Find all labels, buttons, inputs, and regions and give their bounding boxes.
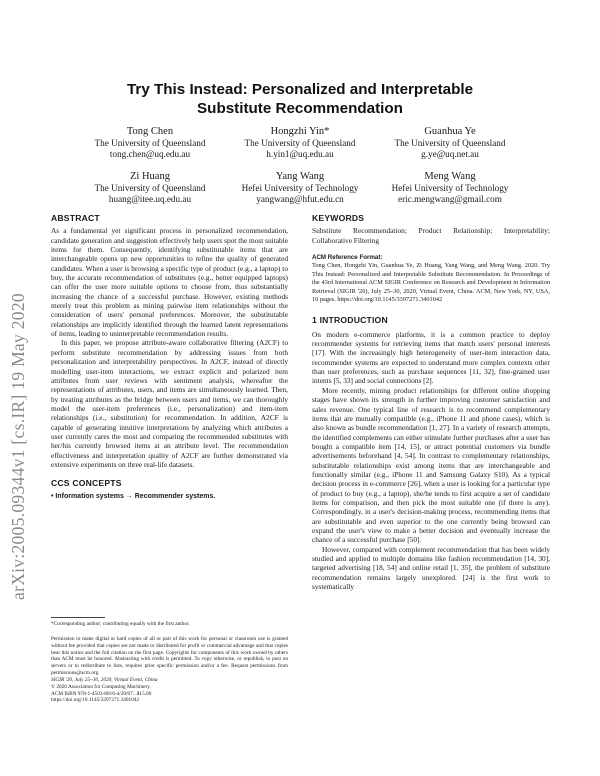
venue-line: SIGIR '20, July 25–30, 2020, Virtual Event, China (51, 676, 158, 683)
paper-title (60, 80, 540, 118)
author-name: Yang Wang (275, 171, 325, 182)
footnote-divider (51, 617, 105, 618)
author-affiliation: Hefei University of Technology (241, 183, 359, 193)
footnote-area (51, 621, 288, 704)
author-name: Hongzhi Yin* (270, 126, 330, 137)
author-name: Zi Huang (130, 171, 170, 182)
introduction-heading: 1 INTRODUCTION (312, 315, 388, 326)
author-affiliation: The University of Queensland (94, 183, 206, 193)
title-line-2: Substitute Recommendation (197, 100, 403, 117)
corresponding-author-note: *Corresponding author; contributing equally with the first author. (51, 621, 190, 627)
author-email: huang@itee.uq.edu.au (108, 194, 192, 205)
author-email: tong.chen@uq.edu.au (109, 149, 191, 160)
intro-paragraph-1: On modern e-commerce platforms, it is a common practice to deploy recommender systems for retrieving items that match users' personal interests [17]. With the increasingly high heterogeneity of user-item interaction data, recommender systems are expected to understand more complex contexts other than user preferences, such as purchase sequences [11, 32], fine-grained user intents [5, 33] and social connections [2]. (312, 329, 550, 386)
right-column (312, 214, 550, 591)
author-block (360, 170, 540, 206)
abstract-heading: ABSTRACT (51, 213, 100, 223)
intro-paragraph-2: More recently, mining product relationships for different online shopping stages have shown its strength in further improving customer satisfaction and sales revenue. One typical line of research is to recommend complementary items that are mutually compatible (e.g., iPhone 11 and phone cases), which is also known as bundle recommendation [1, 27]. In a variety of research attempts, the identified complements can either stimulate further purchases after a user has bought a compatible item [14, 15], or attract potential customers via bundle advertisements beforehand [4, 54]. In contrast to complementary relationships, substitutable relationships exist among items that are interchangeable and functionally similar (e.g., iPhone 11 and Samsung Galaxy S10). As a typical decision process in e-commerce [26], when a user is looking for a particular type of product to buy (e.g., a laptop), she/he tends to first acquire a set of candidate items for comparison, and then pick the most suitable one (if there is any). Correspondingly, in a user's decision-making process, recommending items that are substitutable and even superior to the one currently being browsed can expand the user's view to make a better decision and eventually increase the chance of a successful purchase [50]. (312, 385, 550, 545)
author-name: Tong Chen (126, 126, 174, 137)
permission-notice: Permission to make digital or hard copies of all or part of this work for personal or classroom use is granted without fee provided that copies are not made or distributed for profit or commercial advantage and that copies bear this notice and the full citation on the first page. Copyrights for components of this work owned by others than ACM must be honored. Abstracting with credit is permitted. To copy otherwise, or republish, to post on servers or to redistribute to lists, requires prior specific permission and/or a fee. Request permissions from permissions@acm.org. (51, 635, 288, 677)
author-name: Meng Wang (424, 171, 476, 182)
author-affiliation: The University of Queensland (244, 138, 356, 148)
author-email: g.ye@uq.net.au (421, 149, 479, 160)
author-affiliation: The University of Queensland (394, 138, 506, 148)
left-column (51, 214, 288, 501)
doi-link[interactable]: https://doi.org/10.1145/3397271.3401042 (51, 697, 140, 704)
abstract-paragraph-2: In this paper, we propose attribute-aware collaborative filtering (A2CF) to perform substitute recommendation by addressing issues from both personalization and interpretability perspectives. In A2CF, instead of directly modelling user-item interactions, we extract explicit and polarized item attributes from user reviews with sentiment analysis, whereafter the representations of attributes, users, and items are simultaneously learned. Then, by treating attributes as the bridge between users and items, we can thoroughly model the user-item preferences (i.e., personalization) and item-item relationships (i.e., substitution) for recommendation. In addition, A2CF is capable of generating intuitive interpretations by analyzing which attributes a user currently cares the most and comparing the recommended substitutes with her/his currently browsed items at an attribute level. The recommendation effectiveness and interpretation quality of A2CF are further demonstrated via extensive experiments on three real-life datasets. (51, 338, 288, 469)
author-name: Guanhua Ye (424, 126, 476, 137)
title-line-1: Try This Instead: Personalized and Interpretable (126, 81, 474, 98)
reference-format-text: Tong Chen, Hongzhi Yin, Guanhua Ye, Zi Huang, Yang Wang, and Meng Wang. 2020. Try This Instead: Personalized and Interpretable Substitute Recommendation. In Proceedings of the 43rd International ACM SIGIR Conference on Research and Development in Information Retrieval (SIGIR '20), July 25–30, 2020, Virtual Event, China. ACM, New York, NY, USA, 10 pages. https://doi.org/10.1145/3397271.3401042 (312, 262, 550, 303)
ccs-heading: CCS CONCEPTS (51, 478, 122, 489)
author-email: eric.mengwang@gmail.com (398, 194, 502, 205)
ccs-concepts: • Information systems → Recommender systems. (51, 492, 216, 500)
copyright-line: © 2020 Association for Computing Machinery. (51, 683, 151, 690)
intro-paragraph-3: However, compared with complement recommendation that has been widely studied and applied to multiple domains like fashion recommendation [14, 30], targeted advertising [18, 54] and online retail [1, 35], the problem of substitute recommendation remains largely unexplored. [24] is the first work to systematically (312, 544, 550, 592)
author-block (360, 125, 540, 161)
arxiv-stamp: arXiv:2005.09344v1 [cs.IR] 19 May 2020 (8, 293, 28, 600)
author-affiliation: Hefei University of Technology (391, 183, 509, 193)
reference-format-heading: ACM Reference Format: (312, 254, 383, 262)
abstract-paragraph-1: As a fundamental yet significant process in personalized recommendation, candidate generation and suggestion effectively help users spot the most suitable items for them. Consequently, identifying substitutable items that are interchangeable opens up new opportunities to refine the quality of generated candidates. When a user is browsing a specific type of product (e.g., a laptop) to buy, the accurate recommendation of substitutes (e.g., better equipped laptops) can offer the user more suitable options to choose from, thus substantially increasing the chance of a successful purchase. However, existing methods merely treat this problem as mining pairwise item relationships without the consideration of users' personal preferences. Moreover, the substitutable relationships are implicitly identified through the learned latent representations of items, leading to uninterpretable recommendation results. (51, 226, 288, 339)
author-affiliation: The University of Queensland (94, 138, 206, 148)
author-email: h.yin1@uq.edu.au (266, 149, 334, 160)
author-email: yangwang@hfut.edu.cn (256, 194, 344, 205)
keywords-heading: KEYWORDS (312, 213, 365, 223)
keywords-text: Substitute Recommendation; Product Relationship; Interpretability; Collaborative Filtering (312, 226, 550, 245)
arxiv-stamp-strip (2, 196, 32, 616)
isbn-line: ACM ISBN 978-1-4503-8016-4/20/07...$15.00 (51, 690, 152, 697)
